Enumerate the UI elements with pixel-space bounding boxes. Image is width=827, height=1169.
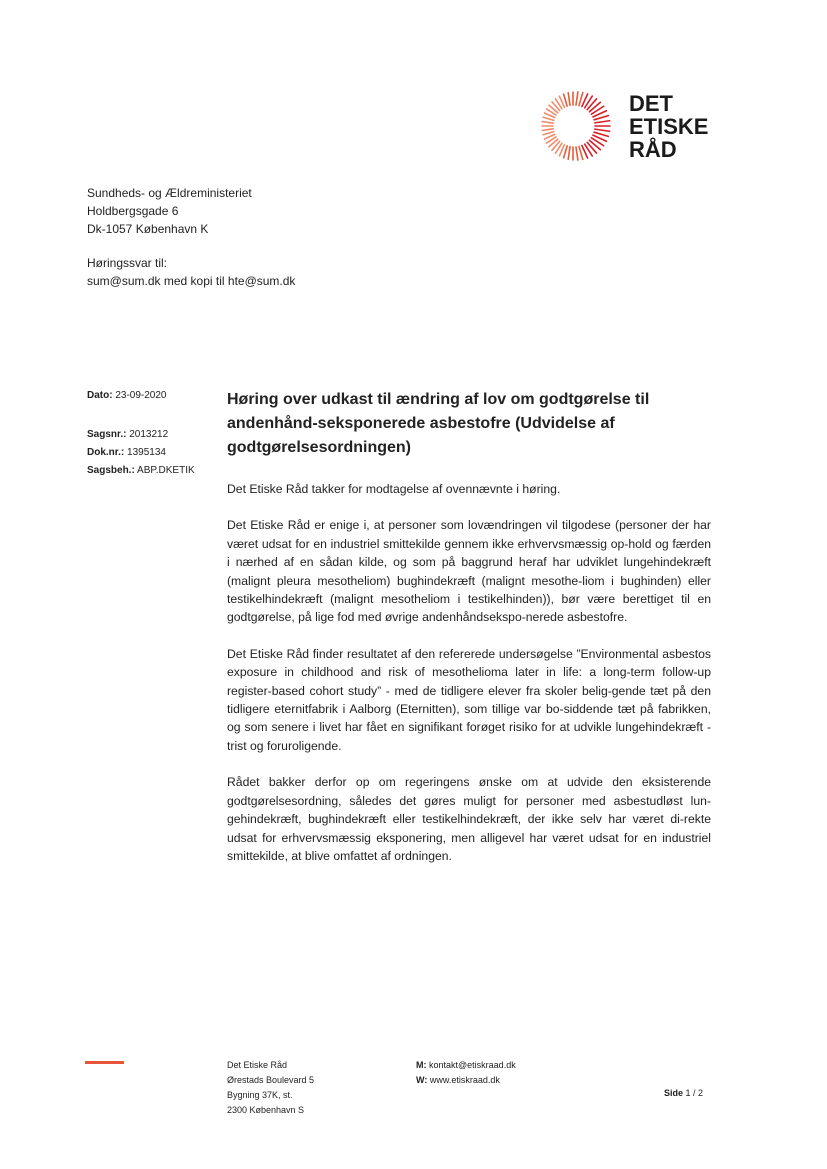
logo-line-3: RÅD bbox=[629, 137, 677, 162]
logo-ray bbox=[542, 129, 553, 131]
page-number bbox=[664, 1088, 703, 1098]
document-number-value: 1395134 bbox=[127, 447, 166, 458]
document-heading: Høring over udkast til ændring af lov om godtgørelse til andenhånd-seksponerede asbestofre (Udvidelse af godtgørelsesordningen) bbox=[227, 391, 650, 456]
recipient-line-2: Holdbergsgade 6 bbox=[87, 204, 179, 218]
footer-contact bbox=[416, 1058, 516, 1088]
case-handler-label: Sagsbeh.: bbox=[87, 465, 135, 476]
footer-accent-bar bbox=[85, 1061, 124, 1064]
case-number-row bbox=[87, 429, 168, 440]
case-handler-row bbox=[87, 465, 195, 476]
logo-ray bbox=[579, 93, 583, 106]
footer-address-line-2: Ørestads Boulevard 5 bbox=[227, 1075, 315, 1085]
recipient-line-1: Sundheds- og Ældreministeriet bbox=[87, 186, 252, 200]
case-number-value: 2013212 bbox=[129, 429, 169, 440]
document-number-label: Dok.nr.: bbox=[87, 447, 125, 458]
logo-ray bbox=[595, 121, 610, 123]
logo-wordmark bbox=[629, 92, 713, 161]
web-label: W: bbox=[416, 1075, 428, 1085]
logo-ray bbox=[595, 129, 610, 131]
footer-address-line-1: Det Etiske Råd bbox=[227, 1060, 288, 1070]
date-row bbox=[87, 390, 167, 401]
logo-ray bbox=[568, 147, 570, 160]
logo-ray bbox=[564, 146, 568, 158]
footer-email-row bbox=[416, 1058, 516, 1073]
page-value: 1 / 2 bbox=[685, 1088, 704, 1098]
reply-label: Høringssvar til: bbox=[87, 256, 168, 270]
logo-ray bbox=[576, 92, 578, 105]
footer-address-line-3: Bygning 37K, st. bbox=[227, 1090, 293, 1100]
logo-line-1: DET bbox=[629, 91, 673, 116]
sunburst-logo-icon bbox=[533, 86, 613, 166]
recipient-address bbox=[87, 184, 252, 238]
logo-ray bbox=[543, 132, 554, 135]
logo-ray bbox=[564, 94, 568, 106]
recipient-line-3: Dk-1057 København K bbox=[87, 222, 209, 236]
document-body bbox=[227, 480, 711, 883]
logo-ray bbox=[576, 147, 578, 160]
logo-ray bbox=[568, 93, 570, 106]
email-link[interactable]: kontakt@etiskraad.dk bbox=[429, 1060, 516, 1070]
footer-web-row bbox=[416, 1073, 516, 1088]
body-paragraph-2: Det Etiske Råd er enige i, at personer som lovændringen vil tilgodese (personer der har været udsat for en industriel smittekilde gennem ikke erhvervsmæssig op-hold og færden i nærhed af en sådan kilde, og som på baggrund heraf har udviklet lungehindekræft (malignt pleura mesotheliom) bughindekræft (malignt mesothe-liom i bughinden) eller testikelhindekræft (malignt mesotheliom i testikelhinden)), bør være berettiget til en godtgørelse, på lige fod med øvrige andenhåndsekspo-nerede asbestofre. bbox=[227, 518, 711, 625]
organization-logo bbox=[533, 86, 713, 166]
logo-line-2: ETISKE bbox=[629, 114, 709, 139]
footer-address-line-4: 2300 København S bbox=[227, 1105, 305, 1115]
footer-address bbox=[227, 1058, 314, 1118]
date-value: 23-09-2020 bbox=[115, 390, 167, 401]
case-number-label: Sagsnr.: bbox=[87, 429, 127, 440]
case-handler-value: ABP.DKETIK bbox=[137, 465, 195, 476]
logo-ray bbox=[542, 122, 553, 124]
date-label: Dato: bbox=[87, 390, 113, 401]
body-paragraph-1: Det Etiske Råd takker for modtagelse af ovennævnte i høring. bbox=[227, 482, 561, 496]
email-label: M: bbox=[416, 1060, 427, 1070]
web-link[interactable]: www.etiskraad.dk bbox=[429, 1075, 500, 1085]
logo-ray bbox=[543, 117, 554, 120]
body-paragraph-4: Rådet bakker derfor op om regeringens ønske om at udvide den eksisterende godtgørelsesordning, således det gøres muligt for personer med asbestudløst lun-gehindekræft, bughindekræft eller testikelhindekræft, der ikke selv har været di-rekte udsat for erhvervsmæssig eksponering, men alligevel har været udsat for en industriel smittekilde, at blive omfattet af ordningen. bbox=[227, 775, 711, 863]
reply-addresses: sum@sum.dk med kopi til hte@sum.dk bbox=[87, 274, 296, 288]
document-number-row bbox=[87, 447, 166, 458]
page-label: Side bbox=[664, 1088, 684, 1098]
reply-to-block bbox=[87, 254, 295, 290]
body-paragraph-3: Det Etiske Råd finder resultatet af den refererede undersøgelse ”Environmental asbestos exposure in childhood and risk of mesothelioma later in life: a long-term follow-up register-based cohort study” - med de tidligere elever fra skoler belig-gende tæt på den tidligere eternitfabrik i Aalborg (Eternitten), som tillige var bo-siddende tæt på fabrikken, og som senere i livet har fået en signifikant forøget risiko for at udvikle lungehindekræft - trist og foruroligende. bbox=[227, 646, 711, 753]
logo-ray bbox=[579, 146, 583, 159]
